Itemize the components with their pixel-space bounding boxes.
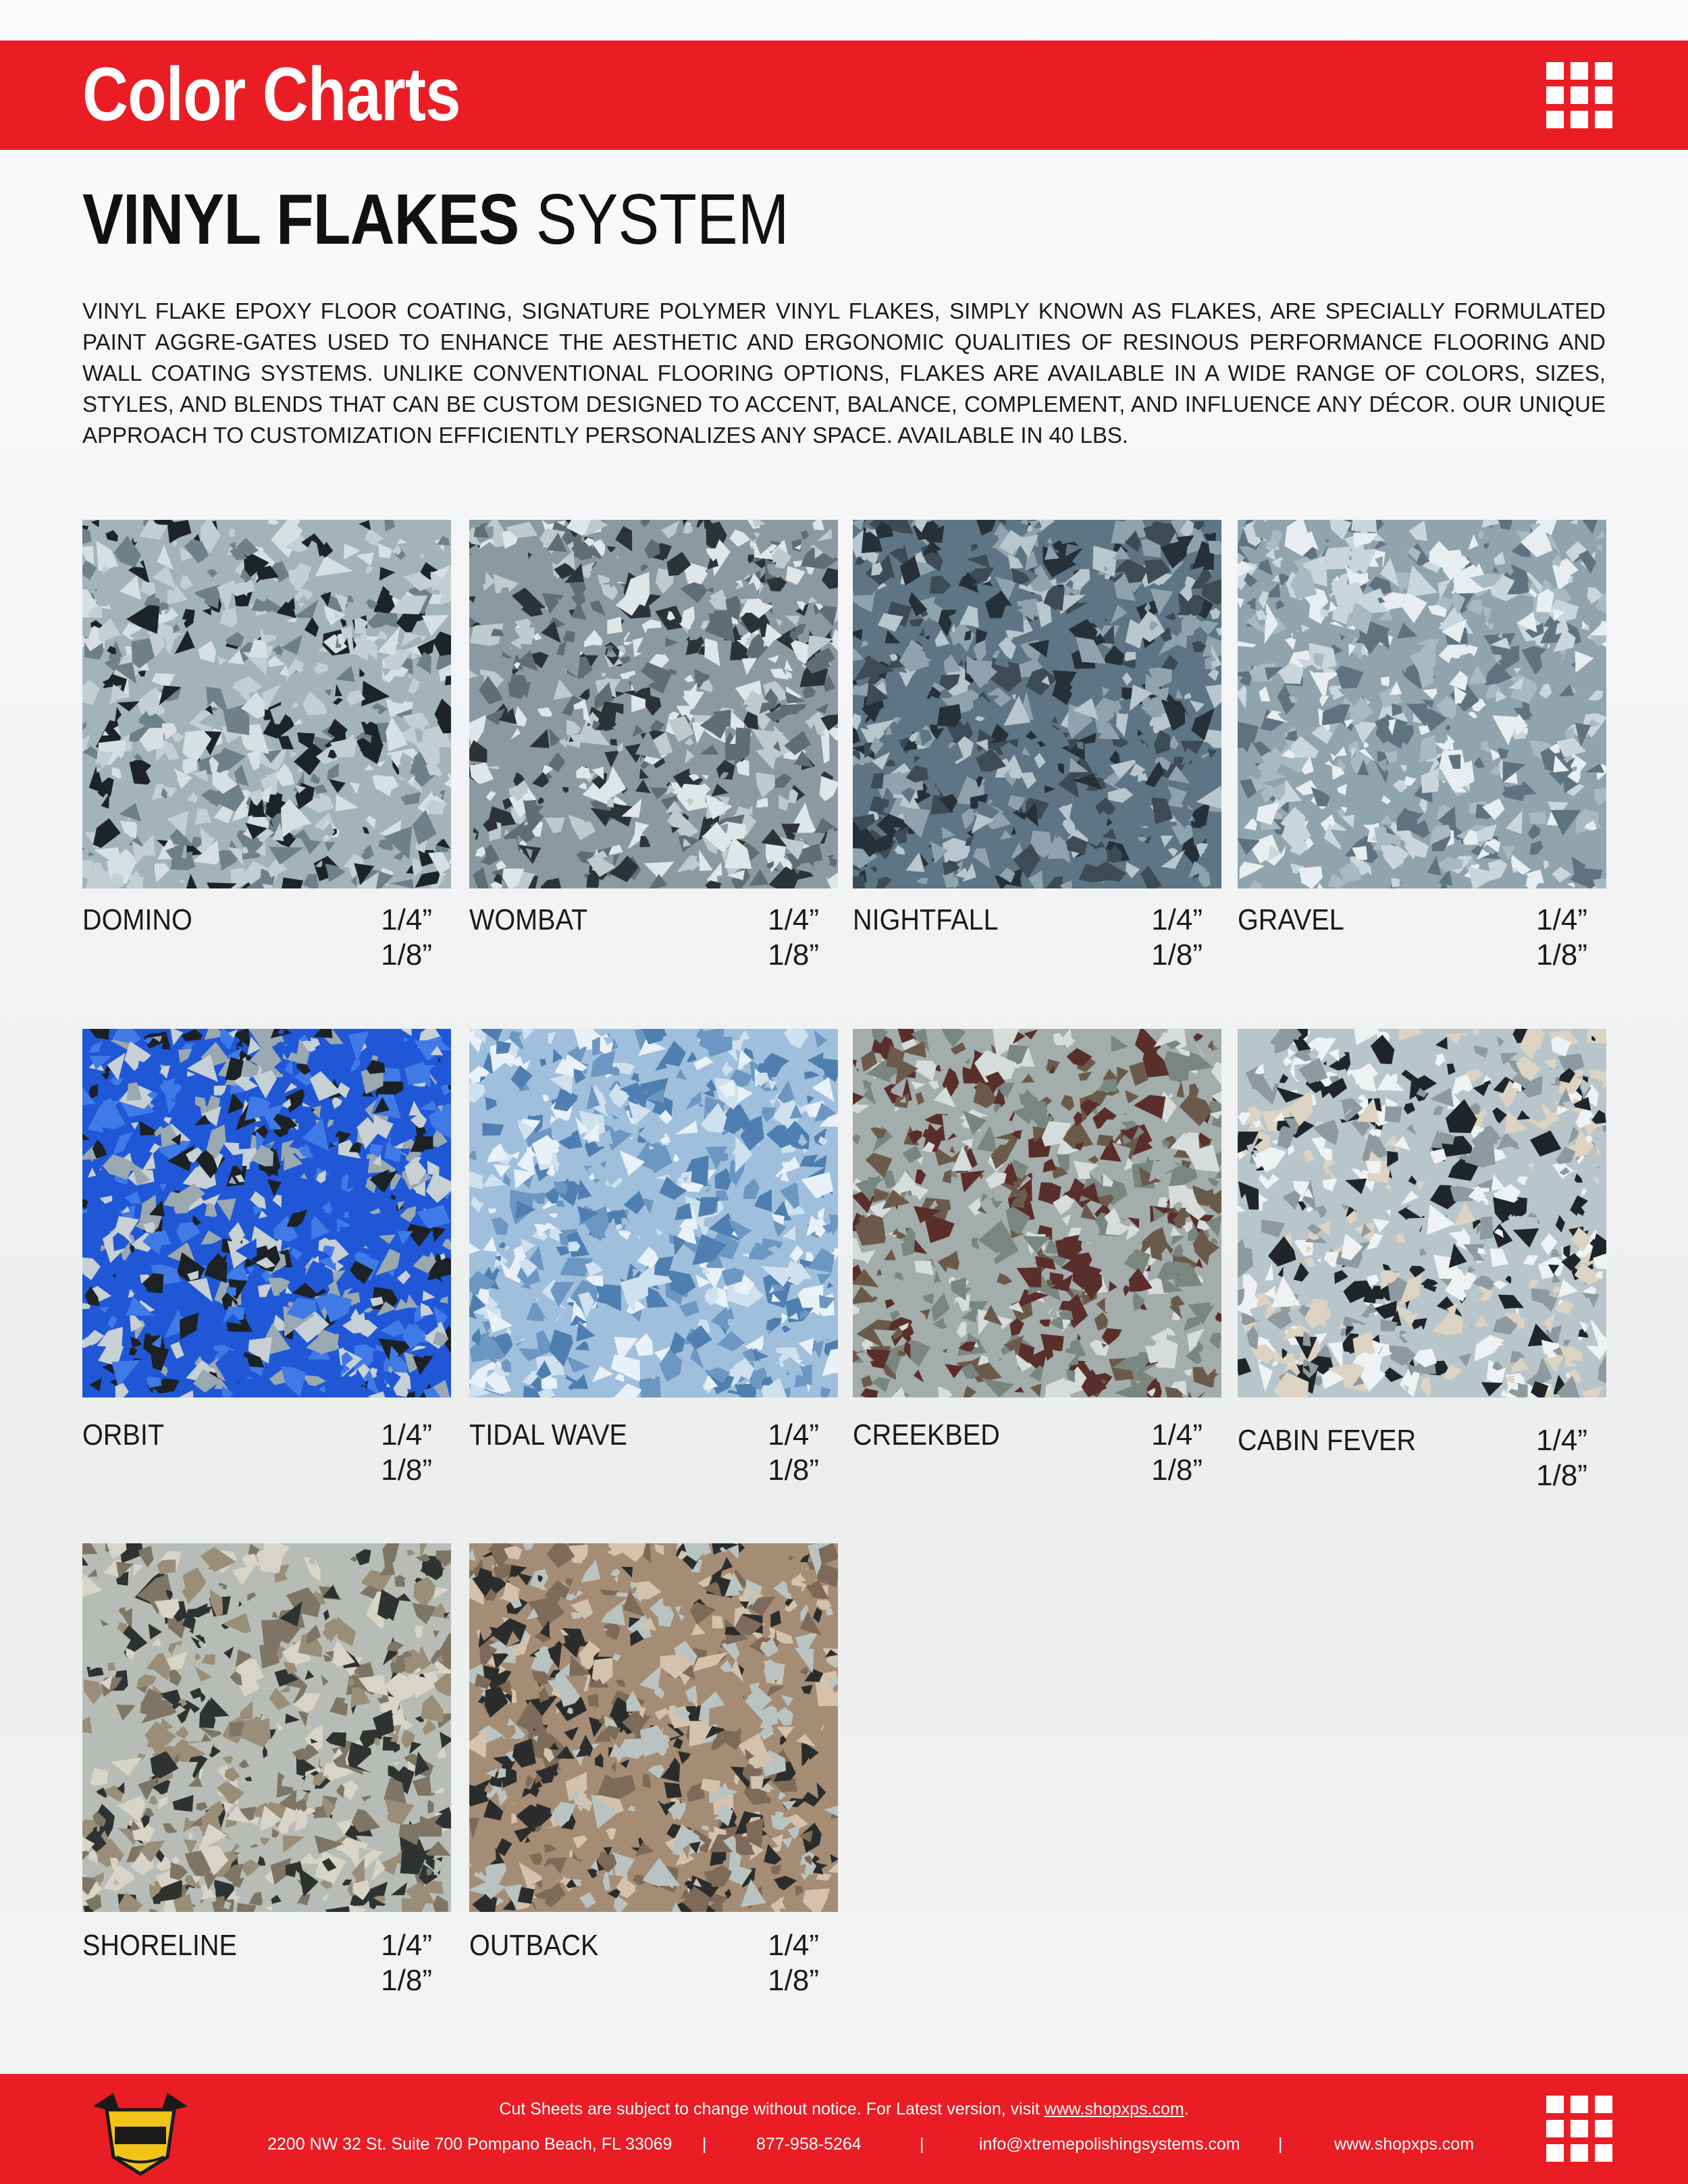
- swatch-name: GRAVEL: [1238, 903, 1344, 936]
- swatch-tidal-wave[interactable]: [469, 1029, 838, 1397]
- system-title: [82, 182, 789, 257]
- swatch-size-quarter: 1/4”: [1536, 1424, 1587, 1457]
- swatch-name: SHORELINE: [82, 1929, 237, 1962]
- swatch-size-quarter: 1/4”: [768, 1929, 819, 1962]
- swatch-size-eighth: 1/8”: [768, 938, 819, 971]
- swatch-orbit[interactable]: [82, 1029, 451, 1397]
- system-title-light: SYSTEM: [535, 180, 789, 259]
- footer-separator: |: [1278, 2135, 1283, 2154]
- swatch-outback[interactable]: [469, 1543, 838, 1912]
- swatch-size-quarter: 1/4”: [1151, 1418, 1203, 1451]
- footer-bar: [0, 2074, 1688, 2184]
- company-logo: [86, 2079, 194, 2181]
- page-title: Color Charts: [82, 52, 460, 136]
- swatch-name: CABIN FEVER: [1238, 1424, 1417, 1457]
- footer-phone[interactable]: 877-958-5264: [756, 2135, 862, 2154]
- footer-address: 2200 NW 32 St. Suite 700 Pompano Beach, FL 33069: [267, 2135, 672, 2154]
- swatch-name: WOMBAT: [469, 903, 588, 936]
- swatch-size-quarter: 1/4”: [1151, 903, 1203, 936]
- swatch-shoreline[interactable]: [82, 1543, 451, 1912]
- swatch-domino[interactable]: [82, 520, 451, 888]
- footer-notice-end: .: [1184, 2100, 1189, 2119]
- swatch-size-quarter: 1/4”: [381, 1418, 432, 1451]
- swatch-size-quarter: 1/4”: [1536, 903, 1587, 936]
- system-description: VINYL FLAKE EPOXY FLOOR COATING, SIGNATURE POLYMER VINYL FLAKES, SIMPLY KNOWN AS FLAKES, ARE SPECIALLY FORMULATED PAINT AGGRE-GATES USED TO ENHANCE THE AESTHETIC AND ERGONOMIC QUALITIES OF RESINOUS PERFORMANCE FLOORING AND WALL COATING SYSTEMS. UNLIKE CONVENTIONAL FLOORING OPTIONS, FLAKES ARE AVAILABLE IN A WIDE RANGE OF COLORS, SIZES, STYLES, AND BLENDS THAT CAN BE CUSTOM DESIGNED TO ACCENT, BALANCE, COMPLEMENT, AND INFLUENCE ANY DÉCOR. OUR UNIQUE APPROACH TO CUSTOMIZATION EFFICIENTLY PERSONALIZES ANY SPACE. AVAILABLE IN 40 LBS.: [82, 298, 1606, 448]
- swatch-name: CREEKBED: [853, 1418, 1000, 1451]
- footer-notice-text: Cut Sheets are subject to change without notice. For Latest version, visit: [499, 2100, 1040, 2119]
- footer-separator: |: [702, 2135, 707, 2154]
- header-bar: [0, 41, 1688, 150]
- swatch-name: NIGHTFALL: [853, 903, 999, 936]
- footer-notice: [0, 2100, 1688, 2119]
- grid-icon: [1546, 2096, 1612, 2162]
- swatch-size-eighth: 1/8”: [381, 938, 432, 971]
- swatch-size-eighth: 1/8”: [1536, 1459, 1587, 1492]
- swatch-wombat[interactable]: [469, 520, 838, 888]
- swatch-cabin-fever[interactable]: [1238, 1029, 1606, 1397]
- footer-email[interactable]: info@xtremepolishingsystems.com: [979, 2135, 1240, 2154]
- footer-website[interactable]: www.shopxps.com: [1334, 2135, 1475, 2154]
- swatch-size-eighth: 1/8”: [381, 1964, 432, 1997]
- swatch-size-eighth: 1/8”: [381, 1454, 432, 1487]
- footer-notice-link[interactable]: www.shopxps.com: [1044, 2100, 1184, 2119]
- swatch-name: DOMINO: [82, 903, 192, 936]
- swatch-name: TIDAL WAVE: [469, 1418, 627, 1451]
- swatch-size-quarter: 1/4”: [381, 1929, 432, 1962]
- footer-separator: |: [920, 2135, 924, 2154]
- swatch-nightfall[interactable]: [853, 520, 1221, 888]
- system-title-bold: VINYL FLAKES: [82, 180, 519, 259]
- swatch-size-quarter: 1/4”: [381, 903, 432, 936]
- swatch-size-eighth: 1/8”: [1151, 938, 1203, 971]
- swatch-creekbed[interactable]: [853, 1029, 1221, 1397]
- swatch-size-eighth: 1/8”: [768, 1454, 819, 1487]
- swatch-name: OUTBACK: [469, 1929, 599, 1962]
- swatch-size-eighth: 1/8”: [1151, 1454, 1203, 1487]
- swatch-size-eighth: 1/8”: [768, 1964, 819, 1997]
- swatch-size-quarter: 1/4”: [768, 1418, 819, 1451]
- swatch-gravel[interactable]: [1238, 520, 1606, 888]
- swatch-name: ORBIT: [82, 1418, 165, 1451]
- grid-icon: [1546, 62, 1612, 128]
- swatch-size-eighth: 1/8”: [1536, 938, 1587, 971]
- swatch-size-quarter: 1/4”: [768, 903, 819, 936]
